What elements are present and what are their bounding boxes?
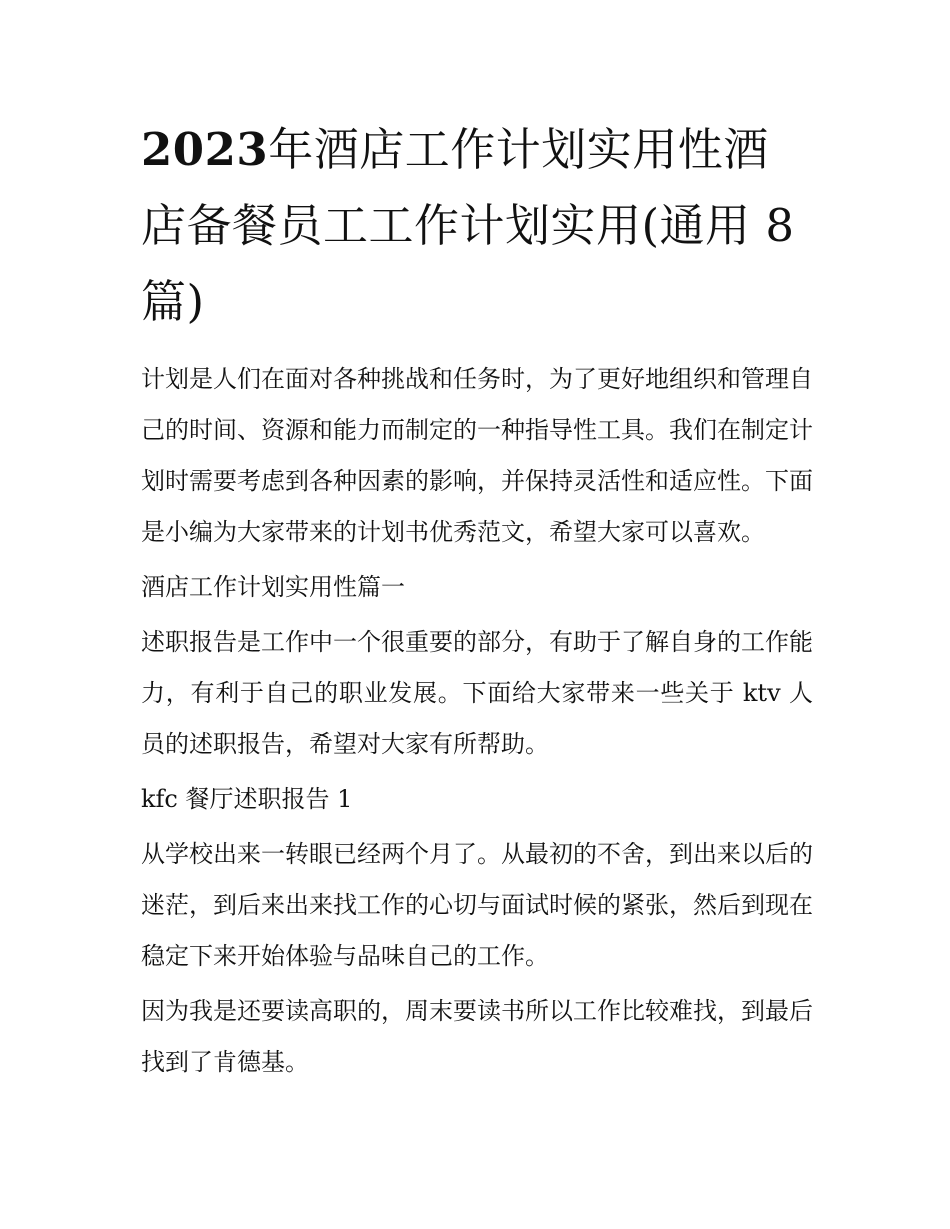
body-paragraph: 因为我是还要读高职的，周末要读书所以工作比较难找，到最后找到了肯德基。 bbox=[141, 997, 813, 1076]
document-title-year: 2023 bbox=[141, 123, 269, 176]
subsection-heading: kfc 餐厅述职报告 1 bbox=[141, 785, 353, 813]
document-title-text: 年酒店工作计划实用性酒店备餐员工工作计划实用(通用 8 篇) bbox=[141, 123, 795, 328]
intro-paragraph: 计划是人们在面对各种挑战和任务时，为了更好地组织和管理自己的时间、资源和能力而制定的一种指导性工具。我们在制定计划时需要考虑到各种因素的影响，并保持灵活性和适应性。下面是小编为大家带来的计划书优秀范文，希望大家可以喜欢。 bbox=[141, 365, 813, 546]
document-title bbox=[141, 112, 813, 340]
section-heading: 酒店工作计划实用性篇一 bbox=[141, 573, 405, 601]
document-page bbox=[141, 112, 813, 1092]
body-paragraph: 从学校出来一转眼已经两个月了。从最初的不舍，到出来以后的迷茫，到后来出来找工作的心切与面试时候的紧张，然后到现在稳定下来开始体验与品味自己的工作。 bbox=[141, 840, 813, 970]
body-paragraph: 述职报告是工作中一个很重要的部分，有助于了解自身的工作能力，有利于自己的职业发展。下面给大家带来一些关于 ktv 人员的述职报告，希望对大家有所帮助。 bbox=[141, 628, 813, 758]
